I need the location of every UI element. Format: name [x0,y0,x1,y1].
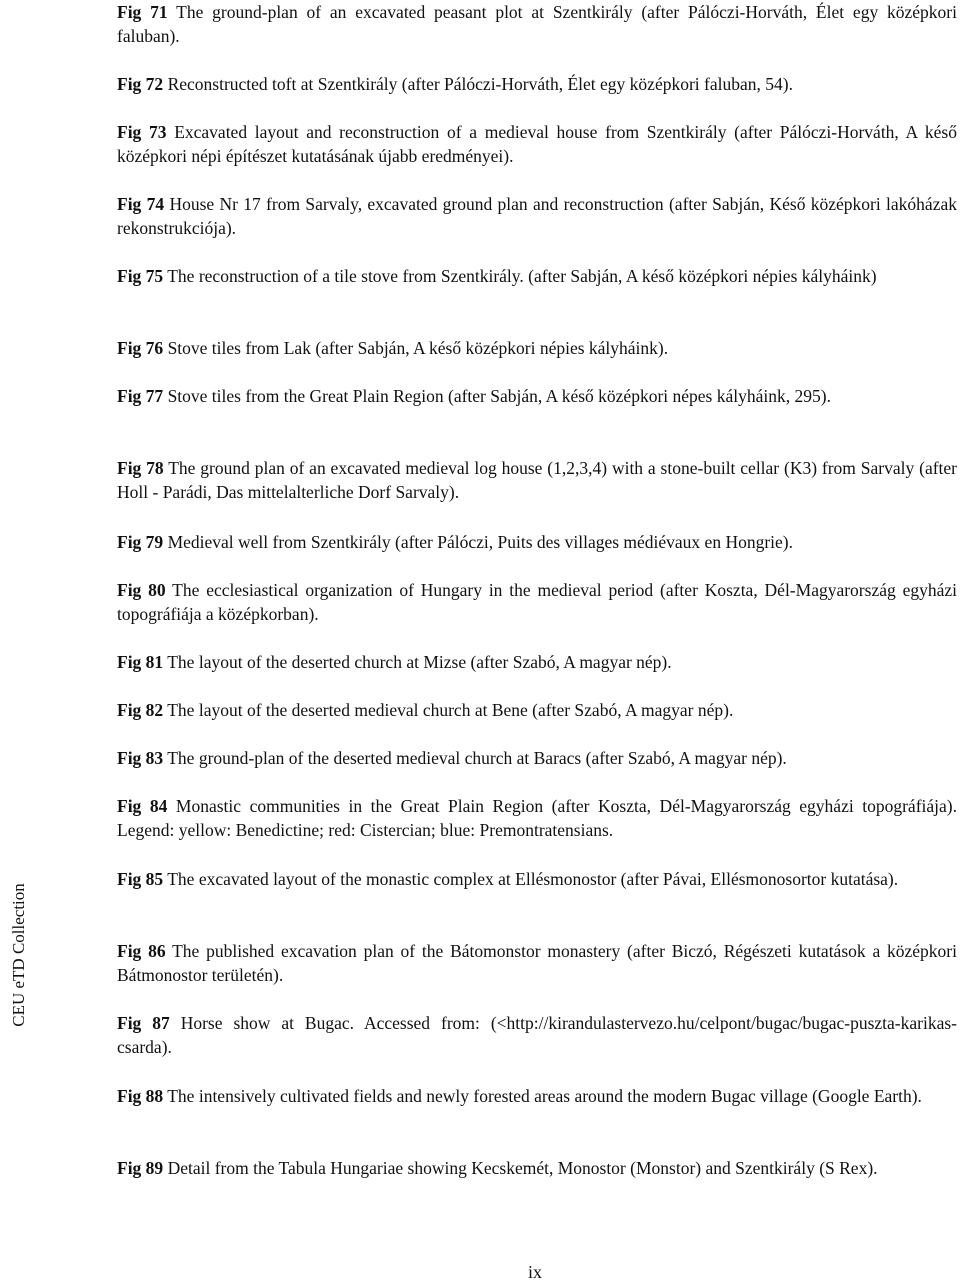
caption-number: Fig 79 [117,532,164,552]
caption-text: Monastic communities in the Great Plain Region (after Koszta, Dél-Magyarország egyházi topográfiája). Legend: yellow: Benedictine; red: Cistercian; blue: Premontratensians. [117,796,957,840]
page-number: ix [527,1262,542,1282]
caption-text: The ecclesiastical organization of Hungary in the medieval period (after Koszta, Dél-Magyarország egyházi topográfiája a középkorban). [117,580,957,624]
caption-text: Stove tiles from the Great Plain Region (after Sabján, A késő középkori népes kályháink, 295). [163,386,831,406]
caption-text: Stove tiles from Lak (after Sabján, A késő középkori népies kályháink). [163,338,669,358]
caption-fig-84 [117,794,957,842]
caption-fig-83 [117,746,957,770]
caption-fig-88 [117,1084,957,1108]
caption-fig-71 [117,0,957,48]
caption-number: Fig 85 [117,869,164,889]
caption-number: Fig 87 [117,1013,170,1033]
caption-text: The intensively cultivated fields and newly forested areas around the modern Bugac village (Google Earth). [163,1086,922,1106]
caption-text: Medieval well from Szentkirály (after Pálóczi, Puits des villages médiévaux en Hongrie). [163,532,793,552]
caption-number: Fig 88 [117,1086,164,1106]
caption-number: Fig 73 [117,122,167,142]
sidebar-watermark [0,880,38,1030]
caption-number: Fig 71 [117,2,168,22]
caption-number: Fig 72 [117,74,164,94]
caption-number: Fig 78 [117,458,164,478]
caption-fig-76 [117,336,957,360]
caption-fig-74 [117,192,957,240]
caption-fig-78 [117,456,957,504]
caption-fig-82 [117,698,957,722]
collection-label: CEU eTD Collection [9,883,28,1027]
caption-fig-72 [117,72,957,96]
caption-text: The ground-plan of the deserted medieval church at Baracs (after Szabó, A magyar nép). [163,748,787,768]
caption-fig-79 [117,530,957,554]
caption-text: The ground-plan of an excavated peasant plot at Szentkirály (after Pálóczi-Horváth, Élet egy középkori faluban). [117,2,957,46]
caption-fig-87 [117,1011,957,1059]
caption-fig-85 [117,867,957,891]
caption-number: Fig 83 [117,748,164,768]
caption-fig-86 [117,939,957,987]
caption-text: The excavated layout of the monastic complex at Ellésmonostor (after Pávai, Ellésmonosortor kutatása). [163,869,899,889]
caption-number: Fig 74 [117,194,165,214]
caption-number: Fig 82 [117,700,164,720]
caption-number: Fig 84 [117,796,168,816]
caption-text: Horse show at Bugac. Accessed from: (<http://kirandulastervezo.hu/celpont/bugac/bugac-puszta-karikas-csarda). [117,1013,957,1057]
caption-text: The layout of the deserted church at Mizse (after Szabó, A magyar nép). [163,652,672,672]
caption-number: Fig 75 [117,266,164,286]
caption-text: House Nr 17 from Sarvaly, excavated ground plan and reconstruction (after Sabján, Késő középkori lakóházak rekonstrukciója). [117,194,957,238]
caption-number: Fig 77 [117,386,164,406]
caption-text: Reconstructed toft at Szentkirály (after Pálóczi-Horváth, Élet egy középkori faluban, 54). [163,74,793,94]
caption-number: Fig 86 [117,941,166,961]
caption-text: The ground plan of an excavated medieval log house (1,2,3,4) with a stone-built cellar (K3) from Sarvaly (after Holl - Parádi, Das mittelalterliche Dorf Sarvaly). [117,458,957,502]
caption-fig-80 [117,578,957,626]
caption-text: The layout of the deserted medieval church at Bene (after Szabó, A magyar nép). [163,700,734,720]
caption-fig-73 [117,120,957,168]
caption-fig-81 [117,650,957,674]
caption-number: Fig 76 [117,338,164,358]
caption-text: The published excavation plan of the Bátomonstor monastery (after Biczó, Régészeti kutatások a középkori Bátmonostor területén). [117,941,957,985]
caption-text: The reconstruction of a tile stove from Szentkirály. (after Sabján, A késő középkori népies kályháink) [163,266,877,286]
caption-number: Fig 81 [117,652,164,672]
caption-number: Fig 80 [117,580,166,600]
caption-text: Detail from the Tabula Hungariae showing Kecskemét, Monostor (Monstor) and Szentkirály (S Rex). [163,1158,878,1178]
caption-text: Excavated layout and reconstruction of a medieval house from Szentkirály (after Pálóczi-Horváth, A késő középkori népi építészet kutatásának újabb eredményei). [117,122,957,166]
caption-fig-77 [117,384,957,408]
caption-fig-75 [117,264,957,288]
caption-fig-89 [117,1156,957,1180]
caption-number: Fig 89 [117,1158,164,1178]
